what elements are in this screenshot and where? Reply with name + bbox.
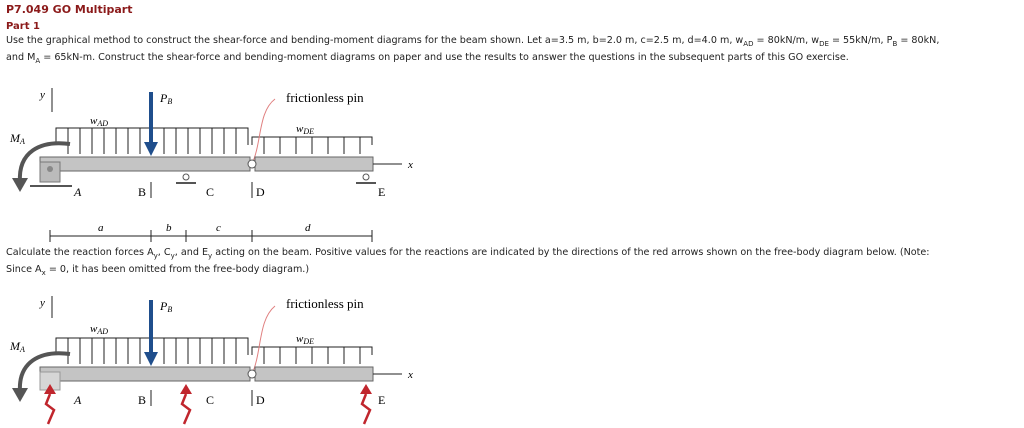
fbd-point-a-label: A: [74, 393, 82, 407]
problem-text-1: Use the graphical method to construct the shear-force and bending-moment diagrams for the beam shown. Let a=3.5 m, b=2.0 m, c=2.5 m, d=4.0 m, w: [6, 35, 744, 46]
dim-a-label: a: [98, 222, 104, 234]
point-e-label: E: [378, 185, 386, 199]
problem-statement: [6, 34, 939, 68]
ma-label: MA: [10, 131, 25, 146]
dim-c-label: c: [216, 222, 221, 234]
fbd-wde-label: wDE: [296, 333, 315, 346]
fbd-frictionless-pin: [248, 370, 256, 378]
part-label: Part 1: [6, 21, 40, 32]
dim-b-label: b: [166, 222, 172, 234]
distributed-load-de: [252, 137, 372, 154]
question-text-3: , and E: [174, 247, 209, 258]
fbd-frictionless-pin-label: frictionless pin: [286, 296, 364, 311]
beam-diagram: [0, 82, 440, 244]
problem-text-6: = 65kN-m. Construct the shear-force and bending-moment diagrams on paper and use the results to answer the questions in the subsequent parts of this GO exercise.: [40, 51, 849, 63]
sub-y3: y: [208, 251, 213, 260]
sub-de: DE: [819, 39, 829, 48]
wad-label: wAD: [90, 115, 109, 128]
fbd-x-axis-label: x: [408, 369, 413, 381]
beam-segment-ad: [40, 157, 250, 171]
fbd-point-b-label: B: [138, 393, 147, 407]
problem-text-4: = 80kN,: [897, 35, 940, 46]
sub-x1: x: [41, 268, 46, 277]
problem-title: P7.049 GO Multipart: [6, 3, 133, 16]
roller-support-e: [356, 174, 376, 183]
dim-d-label: d: [305, 222, 311, 234]
sub-a: A: [35, 56, 41, 65]
beam-segment-de: [255, 157, 373, 171]
y-axis-label: y: [40, 89, 45, 101]
point-load-pb-arrow: [144, 92, 158, 156]
moment-ma-arrowhead: [12, 178, 28, 192]
point-c-label: C: [206, 185, 215, 199]
fbd-point-e-label: E: [378, 393, 386, 407]
question-text-5: Since A: [6, 263, 42, 275]
fbd-wad-label: wAD: [90, 323, 109, 336]
point-b-label: B: [138, 185, 147, 199]
reaction-cy-arrow: [180, 384, 192, 424]
pin-callout-line: [252, 99, 275, 164]
sub-b: B: [892, 39, 898, 48]
fbd-point-c-label: C: [206, 393, 215, 407]
fbd-beam-segment-de: [255, 367, 373, 381]
x-axis-label: x: [408, 159, 413, 171]
question-statement: [6, 246, 930, 280]
roller-support-c: [176, 174, 196, 183]
sub-y2: y: [170, 251, 175, 260]
fbd-pb-label: PB: [160, 299, 173, 314]
fbd-beam-segment-ad: [40, 367, 250, 381]
problem-text-5: and M: [6, 51, 36, 63]
frictionless-pin-label: frictionless pin: [286, 90, 364, 105]
question-text-4: acting on the beam. Positive values for the reactions are indicated by the directions of the red arrows shown on the free-body diagram below. (Note:: [212, 247, 930, 258]
fbd-ma-label: MA: [10, 339, 25, 354]
problem-text-2: = 80kN/m, w: [753, 35, 820, 46]
sub-ad: AD: [743, 39, 754, 48]
fbd-distributed-load-de: [252, 347, 372, 364]
fbd-point-load-pb-arrow: [144, 300, 158, 366]
fbd-moment-ma-arrowhead: [12, 388, 28, 402]
free-body-diagram: [0, 292, 440, 428]
point-a-label: A: [74, 185, 82, 199]
problem-text-3: = 55kN/m, P: [828, 35, 893, 46]
question-text-1: Calculate the reaction forces A: [6, 247, 154, 258]
question-text-6: = 0, it has been omitted from the free-body diagram.): [45, 263, 310, 275]
frictionless-pin: [248, 160, 256, 168]
question-text-2: , C: [157, 247, 171, 258]
wde-label: wDE: [296, 123, 315, 136]
fbd-point-d-label: D: [256, 393, 265, 407]
fbd-y-axis-label: y: [40, 297, 45, 309]
reaction-ey-arrow: [360, 384, 372, 424]
point-d-label: D: [256, 185, 265, 199]
sub-y1: y: [153, 251, 158, 260]
pb-label: PB: [160, 91, 173, 106]
